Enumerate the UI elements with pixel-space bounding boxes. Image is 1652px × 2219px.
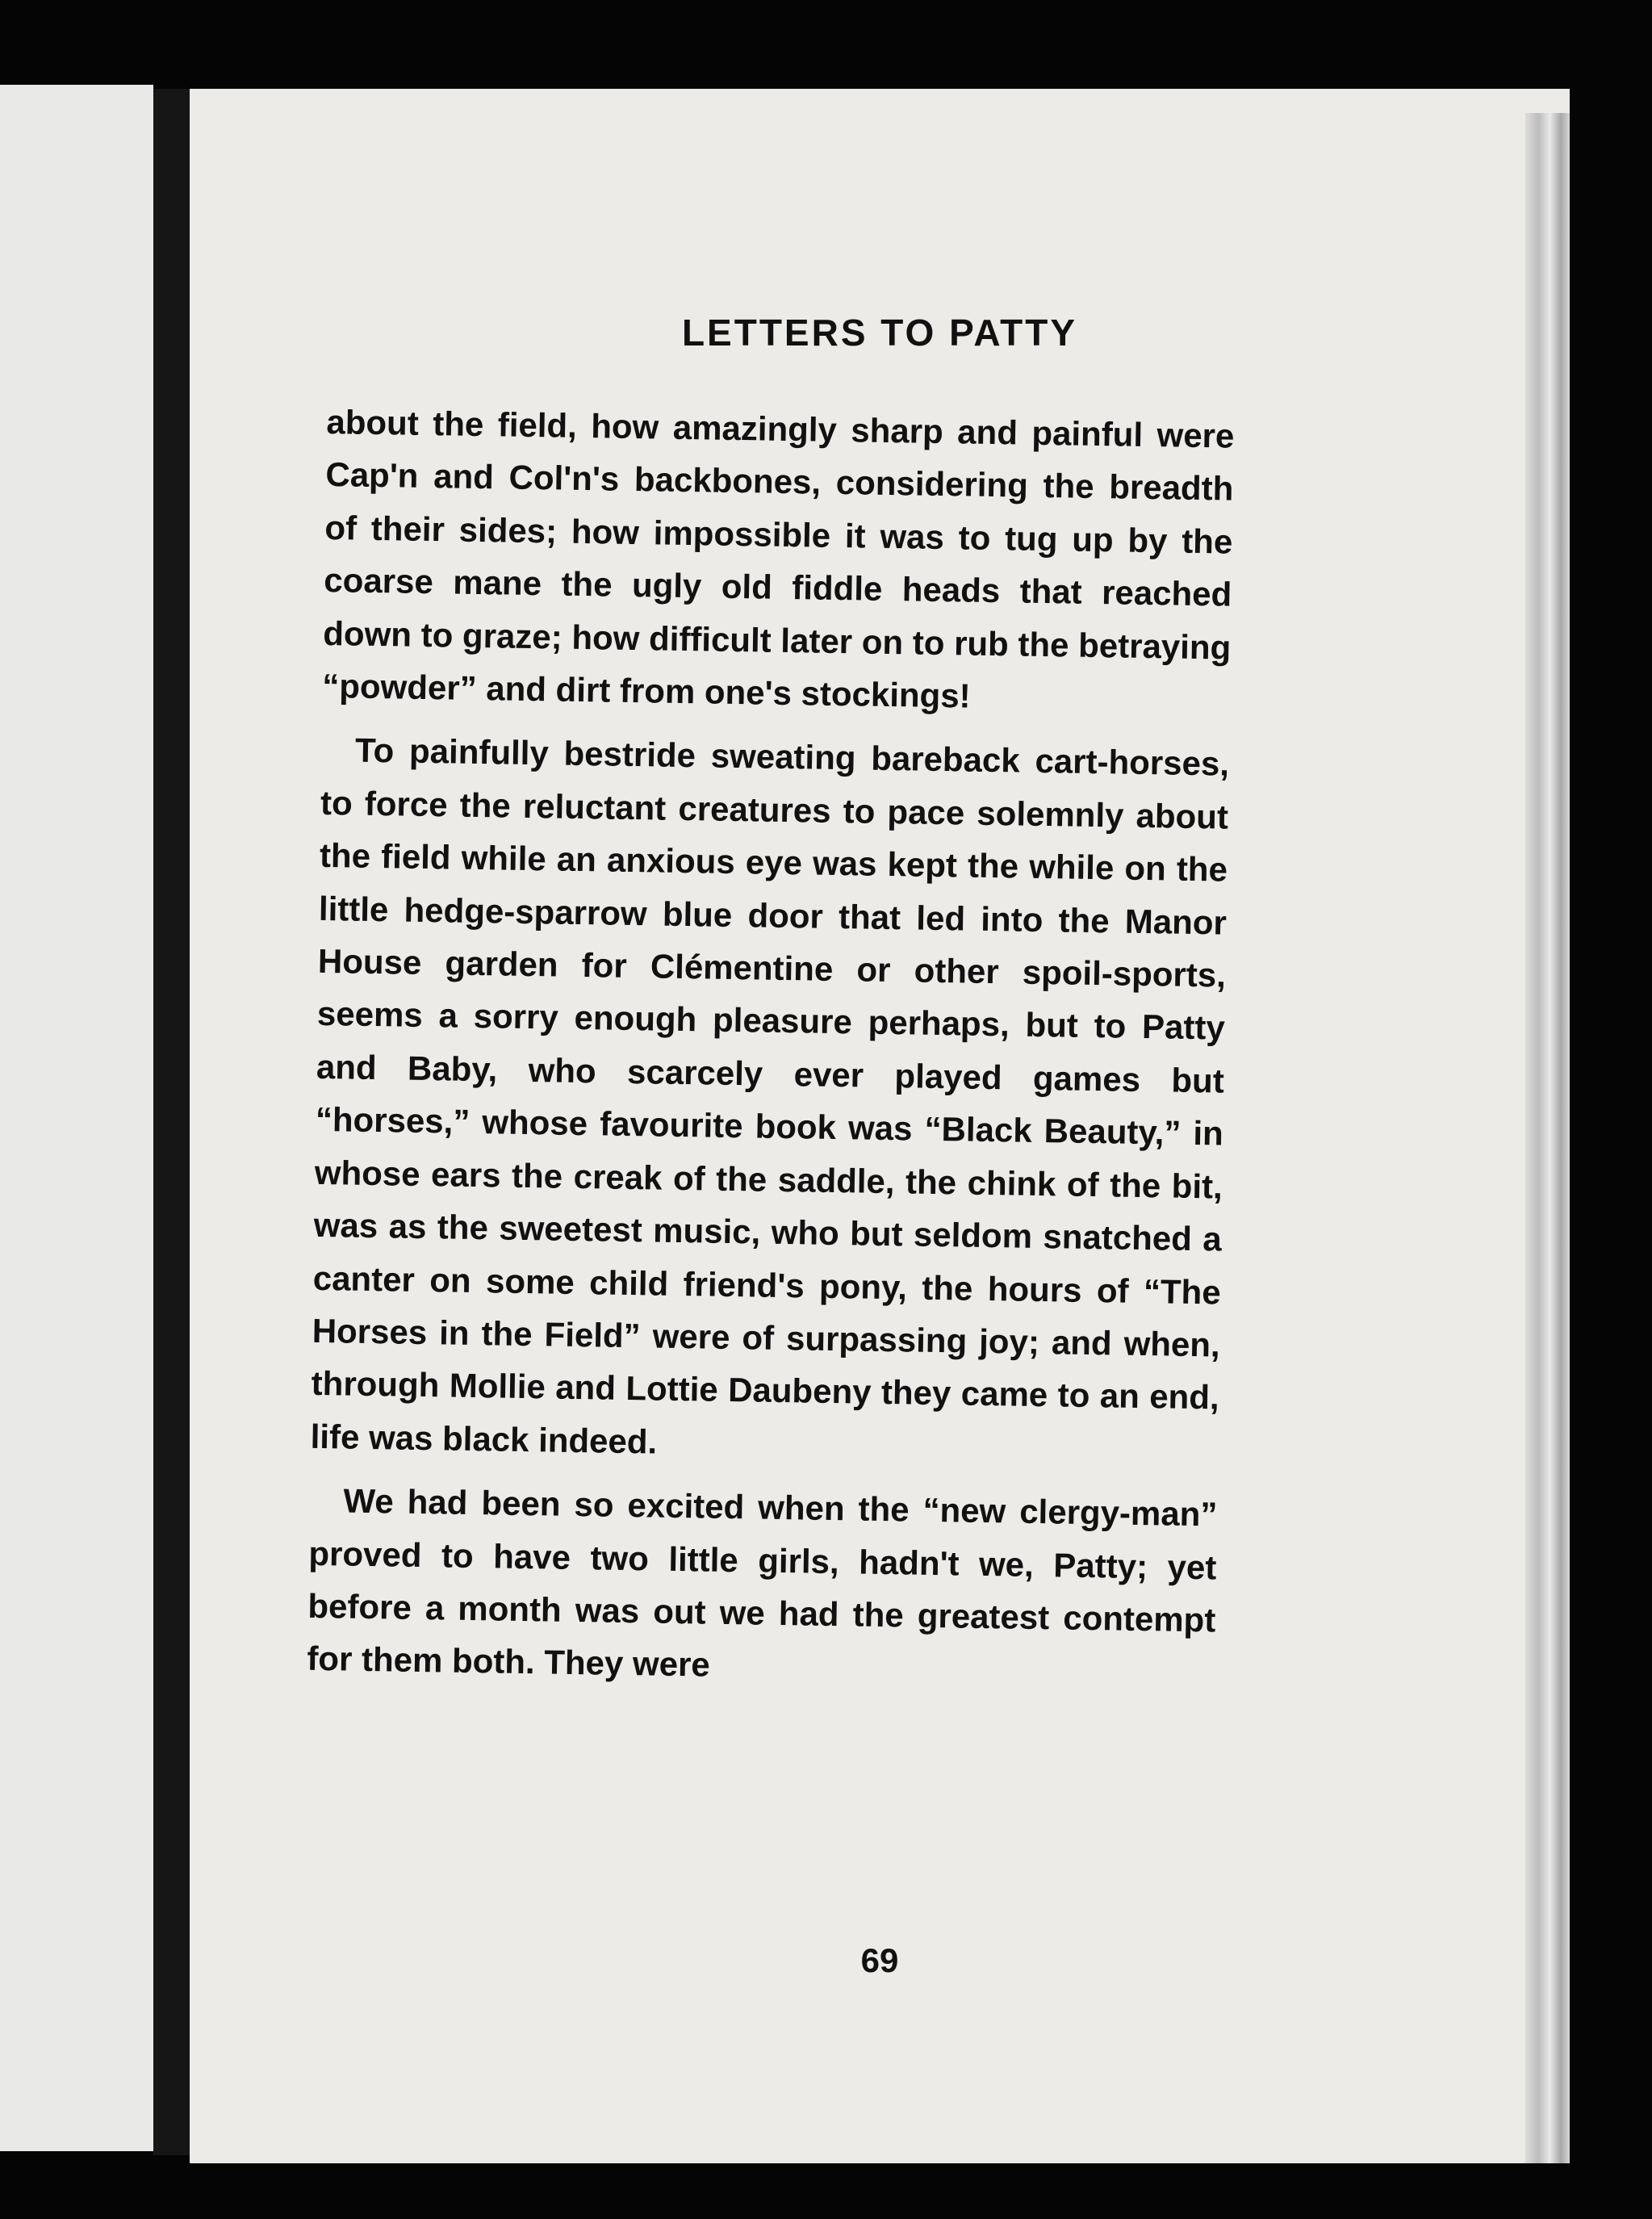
book-page bbox=[190, 89, 1570, 2163]
book-gutter bbox=[153, 89, 190, 2155]
facing-page-edge bbox=[0, 85, 153, 2151]
running-head: LETTERS TO PATTY bbox=[681, 312, 1078, 354]
paragraph: We had been so excited when the “new clergy-man” proved to have two little girls, hadn't we, Patty; yet before a month was out we had the greatest contempt for them both. They were bbox=[307, 1481, 1218, 1684]
paragraph: To painfully bestride sweating bareback cart-horses, to force the reluctant creatures to pace solemnly about the field while an anxious eye was kept the while on the little hedge-sparrow blue door that led into the Manor House garden for Clémentine or other spoil-sports, seems a sorry enough pleasure perhaps, but to Patty and Baby, who scarcely ever played games but “horses,” whose favourite book was “Black Beauty,” in whose ears the creak of the saddle, the chink of the bit, was as the sweetest music, who but seldom snatched a canter on some child friend's pony, the hours of “The Horses in the Field” were of surpassing joy; and when, through Mollie and Lottie Daubeny they came to an end, life was black indeed. bbox=[310, 731, 1230, 1461]
page-number: 69 bbox=[860, 1941, 899, 1979]
body-text bbox=[307, 396, 1235, 1699]
paragraph-continued: about the field, how amazingly sharp and painful were Cap'n and Col'n's backbones, considering the breadth of their sides; how impossible it was to tug up by the coarse mane the ugly old fiddle heads that reached down to graze; how difficult later on to rub the betraying “powder” and dirt from one's stockings! bbox=[321, 402, 1235, 715]
page-stack-edge bbox=[1525, 113, 1570, 2163]
